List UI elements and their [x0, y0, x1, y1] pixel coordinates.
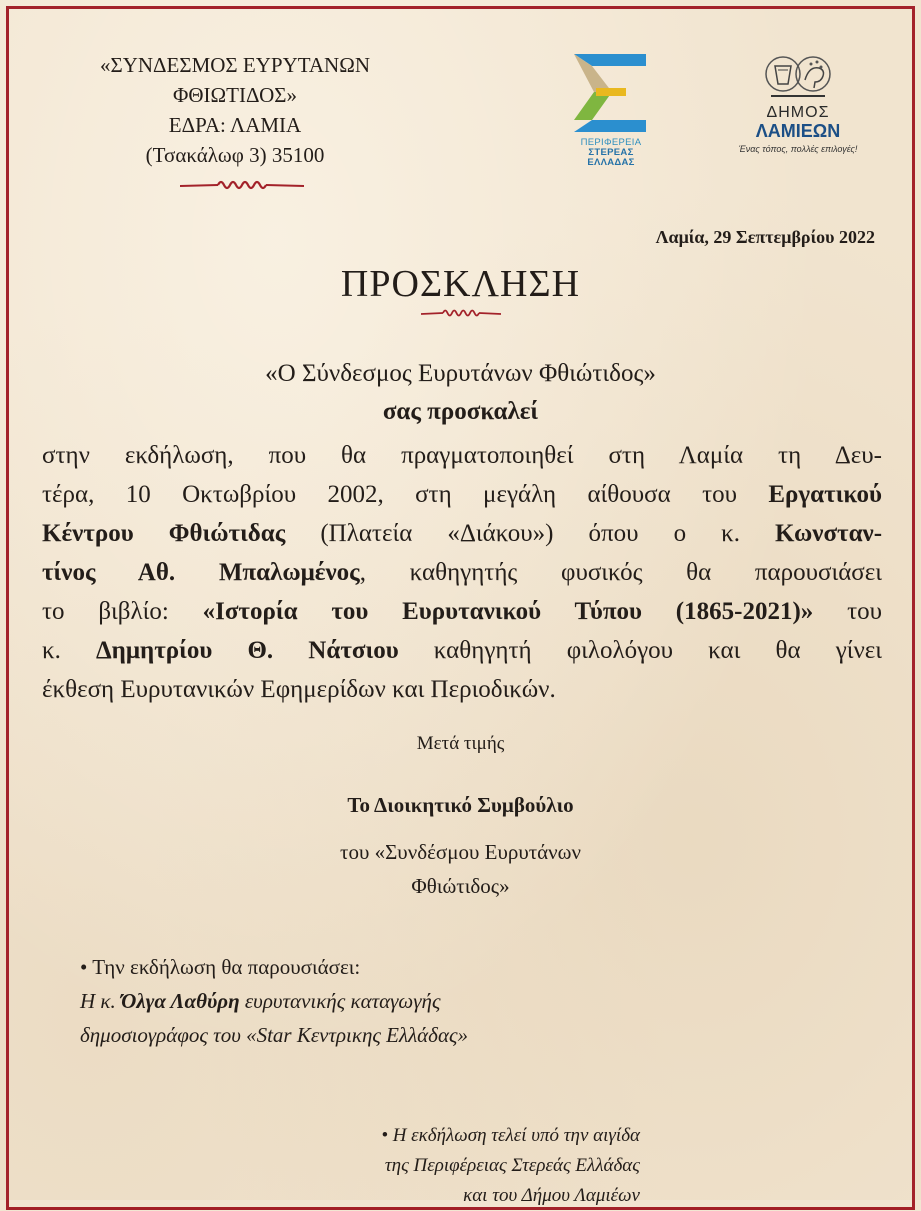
- organization-address: [50, 50, 420, 170]
- body-text-segment: το βιβλίο:: [42, 598, 203, 625]
- body-line: [42, 553, 882, 592]
- body-text-bold: Εργατικού: [768, 481, 882, 508]
- sigma-logo-icon: [566, 52, 656, 138]
- presenter-note: [80, 950, 720, 1052]
- ornament-divider-icon: [180, 178, 304, 192]
- body-text-segment: του: [813, 598, 882, 625]
- page-title: ΠΡΟΣΚΛΗΣΗ: [340, 263, 581, 305]
- presenter-name: Όλγα Λαθύρη: [121, 989, 240, 1013]
- body-line: [42, 436, 882, 475]
- book-title: «Ιστορία του Ευρυτανικού Τύπου (1865-2021)»: [202, 598, 814, 625]
- body-line: [42, 592, 882, 631]
- municipality-word: ΔΗΜΟΣ: [766, 104, 830, 121]
- region-logo-line: ΣΤΕΡΕΑΣ: [588, 147, 634, 158]
- presenter-label: • Την εκδήλωση θα παρουσιάσει:: [80, 955, 361, 979]
- presenter-line: [80, 984, 720, 1018]
- body-line: [42, 631, 882, 670]
- board-organization: [0, 835, 921, 903]
- region-logo-line: ΠΕΡΙΦΕΡΕΙΑ: [580, 137, 642, 148]
- body-line: [42, 670, 882, 709]
- invites-phrase: σας προσκαλεί: [382, 398, 539, 425]
- municipality-logo: [732, 50, 864, 180]
- aegis-line: και του Δήμου Λαμιέων: [463, 1185, 640, 1206]
- region-logo-line: ΕΛΛΑΔΑΣ: [587, 157, 635, 168]
- municipality-name: ΛΑΜΙΕΩΝ: [755, 121, 841, 141]
- title-ornament-icon: [421, 307, 501, 319]
- body-text-segment: κ.: [42, 637, 96, 664]
- body-line: [42, 514, 882, 553]
- org-line: ΦΘΙΩΤΙΔΟΣ»: [173, 83, 297, 107]
- board-org-line: Φθιώτιδος»: [411, 874, 510, 898]
- author-name: Δημητρίου Θ. Νάτσιου: [95, 637, 399, 664]
- body-text-segment: (Πλατεία «Διάκου») όπου ο κ.: [285, 520, 776, 547]
- presenter-text: ευρυτανικής καταγωγής: [239, 989, 441, 1013]
- body-text-segment: , καθηγητής φυσικός θα παρουσιάσει: [359, 559, 882, 586]
- aegis-line: της Περιφέρειας Στερεάς Ελλάδας: [384, 1155, 640, 1176]
- aegis-note: [270, 1121, 640, 1211]
- board-org-line: του «Συνδέσμου Ευρυτάνων: [340, 840, 581, 864]
- body-text-bold: τίνος Αθ. Μπαλωμένος: [42, 559, 360, 586]
- body-text-bold: Κέντρου Φθιώτιδας: [42, 520, 286, 547]
- body-text-segment: έκθεση Ευρυτανικών Εφημερίδων και Περιοδικών.: [42, 676, 556, 703]
- body-line: [42, 475, 882, 514]
- org-line: «ΣΥΝΔΕΣΜΟΣ ΕΥΡΥΤΑΝΩΝ: [99, 53, 370, 77]
- municipality-motto: Ένας τόπος, πολλές επιλογές!: [738, 144, 858, 154]
- body-text-segment: καθηγητή φιλολόγου και θα γίνει: [398, 637, 882, 664]
- invitation-body: [42, 436, 882, 709]
- inviter-name: «Ο Σύνδεσμος Ευρυτάνων Φθιώτιδος»: [265, 360, 656, 387]
- org-line: (Τσακάλωφ 3) 35100: [145, 143, 325, 167]
- regards: Μετά τιμής: [416, 733, 505, 754]
- board-signature: Το Διοικητικό Συμβούλιο: [347, 793, 574, 817]
- municipality-emblem-icon: [763, 50, 833, 100]
- region-logo: [566, 52, 656, 176]
- presenter-line: δημοσιογράφος του «Star Κεντρικης Ελλάδας»: [80, 1023, 468, 1047]
- letter-date: Λαμία, 29 Σεπτεμβρίου 2022: [655, 227, 875, 247]
- aegis-line: • Η εκδήλωση τελεί υπό την αιγίδα: [381, 1125, 640, 1146]
- body-text-segment: στην εκδήλωση, που θα πραγματοποιηθεί στη Λαμία τη Δευ-: [42, 442, 882, 469]
- org-line: ΕΔΡΑ: ΛΑΜΙΑ: [168, 113, 302, 137]
- presenter-text: Η κ.: [80, 989, 121, 1013]
- body-text-bold: Κωνσταν-: [775, 520, 883, 547]
- body-text-segment: τέρα, 10 Οκτωβρίου 2002, στη μεγάλη αίθουσα του: [42, 481, 769, 508]
